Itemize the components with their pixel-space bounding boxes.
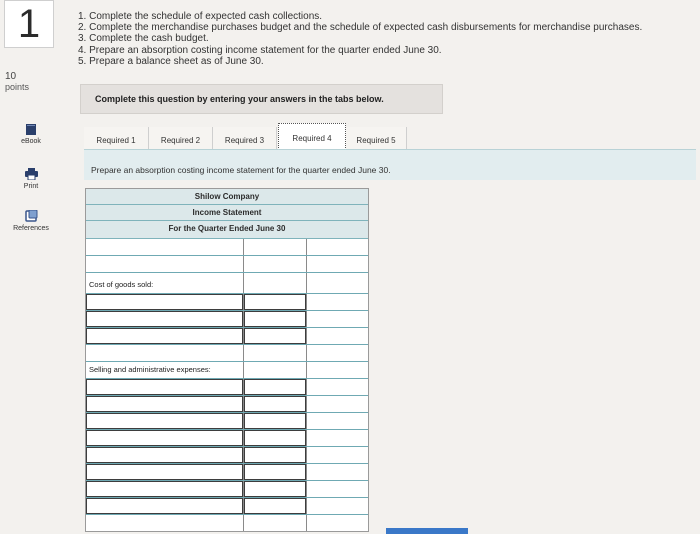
- total-cell[interactable]: [307, 413, 368, 429]
- line-label-cell[interactable]: [86, 498, 244, 514]
- tab-required-5[interactable]: Required 5: [346, 127, 407, 153]
- statement-company-text: Shilow Company: [194, 192, 260, 201]
- total-cell[interactable]: [307, 362, 368, 378]
- line-label-cell[interactable]: [86, 379, 244, 395]
- table-row: [86, 464, 368, 481]
- ebook-icon: [25, 124, 37, 135]
- references-label: References: [13, 225, 49, 232]
- amount-cell[interactable]: [244, 362, 307, 378]
- amount-cell[interactable]: [244, 430, 307, 446]
- cogs-label-cell: [86, 273, 244, 293]
- amount-cell[interactable]: [244, 294, 307, 310]
- instruction-item: 3. Complete the cash budget.: [78, 33, 209, 45]
- instruction-list: [78, 11, 642, 67]
- amount-cell[interactable]: [244, 464, 307, 480]
- selling-admin-label-cell: [86, 362, 244, 378]
- table-row: [86, 294, 368, 311]
- question-number: 1: [4, 0, 54, 48]
- total-cell[interactable]: [307, 256, 368, 272]
- statement-period: [86, 221, 368, 239]
- total-cell[interactable]: [307, 430, 368, 446]
- table-row: [86, 498, 368, 515]
- instruction-item: 2. Complete the merchandise purchases budget and the schedule of expected cash disbursements for merchandise purchases.: [78, 22, 643, 34]
- total-input[interactable]: [307, 274, 368, 294]
- tab-required-4[interactable]: Required 4: [278, 123, 346, 154]
- total-cell[interactable]: [307, 379, 368, 395]
- amount-cell[interactable]: [244, 273, 307, 293]
- table-row: [86, 430, 368, 447]
- instruction-item: 1. Complete the schedule of expected cash collections.: [78, 11, 323, 22]
- line-label-cell[interactable]: [86, 311, 244, 327]
- tab-required-1[interactable]: Required 1: [84, 127, 149, 153]
- amount-cell[interactable]: [244, 481, 307, 497]
- tab-prompt-text: Prepare an absorption costing income statement for the quarter ended June 30.: [91, 165, 391, 175]
- instruction-banner: [80, 84, 443, 114]
- print-label: Print: [23, 183, 39, 190]
- line-label-cell[interactable]: [86, 328, 244, 344]
- table-row: [86, 515, 368, 531]
- cogs-label: Cost of goods sold:: [89, 280, 154, 289]
- line-label-cell[interactable]: [86, 396, 244, 412]
- line-label-cell[interactable]: [86, 345, 244, 361]
- points-value: 10: [5, 71, 17, 82]
- ebook-button[interactable]: [6, 124, 56, 145]
- ebook-label: eBook: [21, 138, 41, 145]
- statement-period-text: For the Quarter Ended June 30: [168, 224, 286, 233]
- amount-cell[interactable]: [244, 413, 307, 429]
- line-label-cell[interactable]: [86, 430, 244, 446]
- total-cell[interactable]: [307, 311, 368, 327]
- tab-required-3[interactable]: Required 3: [213, 127, 277, 153]
- total-cell[interactable]: [307, 328, 368, 344]
- line-label-cell[interactable]: [86, 239, 244, 255]
- total-input[interactable]: [307, 518, 368, 534]
- print-icon: [25, 168, 38, 180]
- statement-title: [86, 205, 368, 221]
- table-row: [86, 273, 368, 294]
- amount-cell[interactable]: [244, 396, 307, 412]
- total-cell[interactable]: [307, 345, 368, 361]
- table-row: [86, 413, 368, 430]
- tab-required-2[interactable]: Required 2: [149, 127, 213, 153]
- amount-cell[interactable]: [244, 328, 307, 344]
- table-row: [86, 379, 368, 396]
- table-row: [86, 239, 368, 256]
- table-row: [86, 256, 368, 273]
- instruction-item: 4. Prepare an absorption costing income statement for the quarter ended June 30.: [78, 44, 442, 56]
- amount-cell[interactable]: [244, 239, 307, 255]
- line-label-cell[interactable]: [86, 413, 244, 429]
- references-button[interactable]: [6, 210, 56, 232]
- amount-cell[interactable]: [244, 379, 307, 395]
- table-row: [86, 396, 368, 413]
- line-label-cell[interactable]: [86, 294, 244, 310]
- total-cell[interactable]: [307, 273, 368, 293]
- line-label-cell[interactable]: [86, 515, 244, 531]
- line-label-cell[interactable]: [86, 481, 244, 497]
- statement-title-text: Income Statement: [192, 208, 262, 217]
- total-cell[interactable]: [307, 464, 368, 480]
- selling-admin-label: Selling and administrative expenses:: [89, 365, 211, 374]
- tab-prompt-bar: [84, 149, 696, 180]
- total-cell[interactable]: [307, 447, 368, 463]
- table-row: [86, 447, 368, 464]
- instruction-banner-text: Complete this question by entering your answers in the tabs below.: [95, 94, 384, 104]
- points-indicator: [5, 72, 29, 92]
- line-label-input[interactable]: [86, 518, 243, 534]
- table-row: [86, 362, 368, 379]
- amount-cell[interactable]: [244, 345, 307, 361]
- line-label-cell[interactable]: [86, 256, 244, 272]
- total-cell[interactable]: [307, 294, 368, 310]
- line-label-cell[interactable]: [86, 464, 244, 480]
- amount-cell[interactable]: [244, 256, 307, 272]
- amount-input[interactable]: [244, 518, 306, 534]
- total-cell[interactable]: [307, 239, 368, 255]
- print-button[interactable]: [6, 168, 56, 190]
- table-row: [86, 481, 368, 498]
- table-row: [86, 328, 368, 345]
- income-statement-sheet: [85, 188, 369, 532]
- total-cell[interactable]: [307, 396, 368, 412]
- table-row: [86, 311, 368, 328]
- amount-cell[interactable]: [244, 498, 307, 514]
- amount-cell[interactable]: [244, 515, 307, 531]
- amount-cell[interactable]: [244, 447, 307, 463]
- instruction-item: 5. Prepare a balance sheet as of June 30.: [78, 55, 264, 67]
- total-cell[interactable]: [307, 515, 368, 531]
- table-row: [86, 345, 368, 362]
- amount-cell[interactable]: [244, 311, 307, 327]
- navigation-button-edge[interactable]: [386, 528, 468, 534]
- references-icon: [25, 210, 38, 222]
- amount-input[interactable]: [244, 274, 306, 294]
- line-label-cell[interactable]: [86, 447, 244, 463]
- total-cell[interactable]: [307, 481, 368, 497]
- statement-company: [86, 189, 368, 205]
- points-label: points: [5, 82, 30, 92]
- total-cell[interactable]: [307, 498, 368, 514]
